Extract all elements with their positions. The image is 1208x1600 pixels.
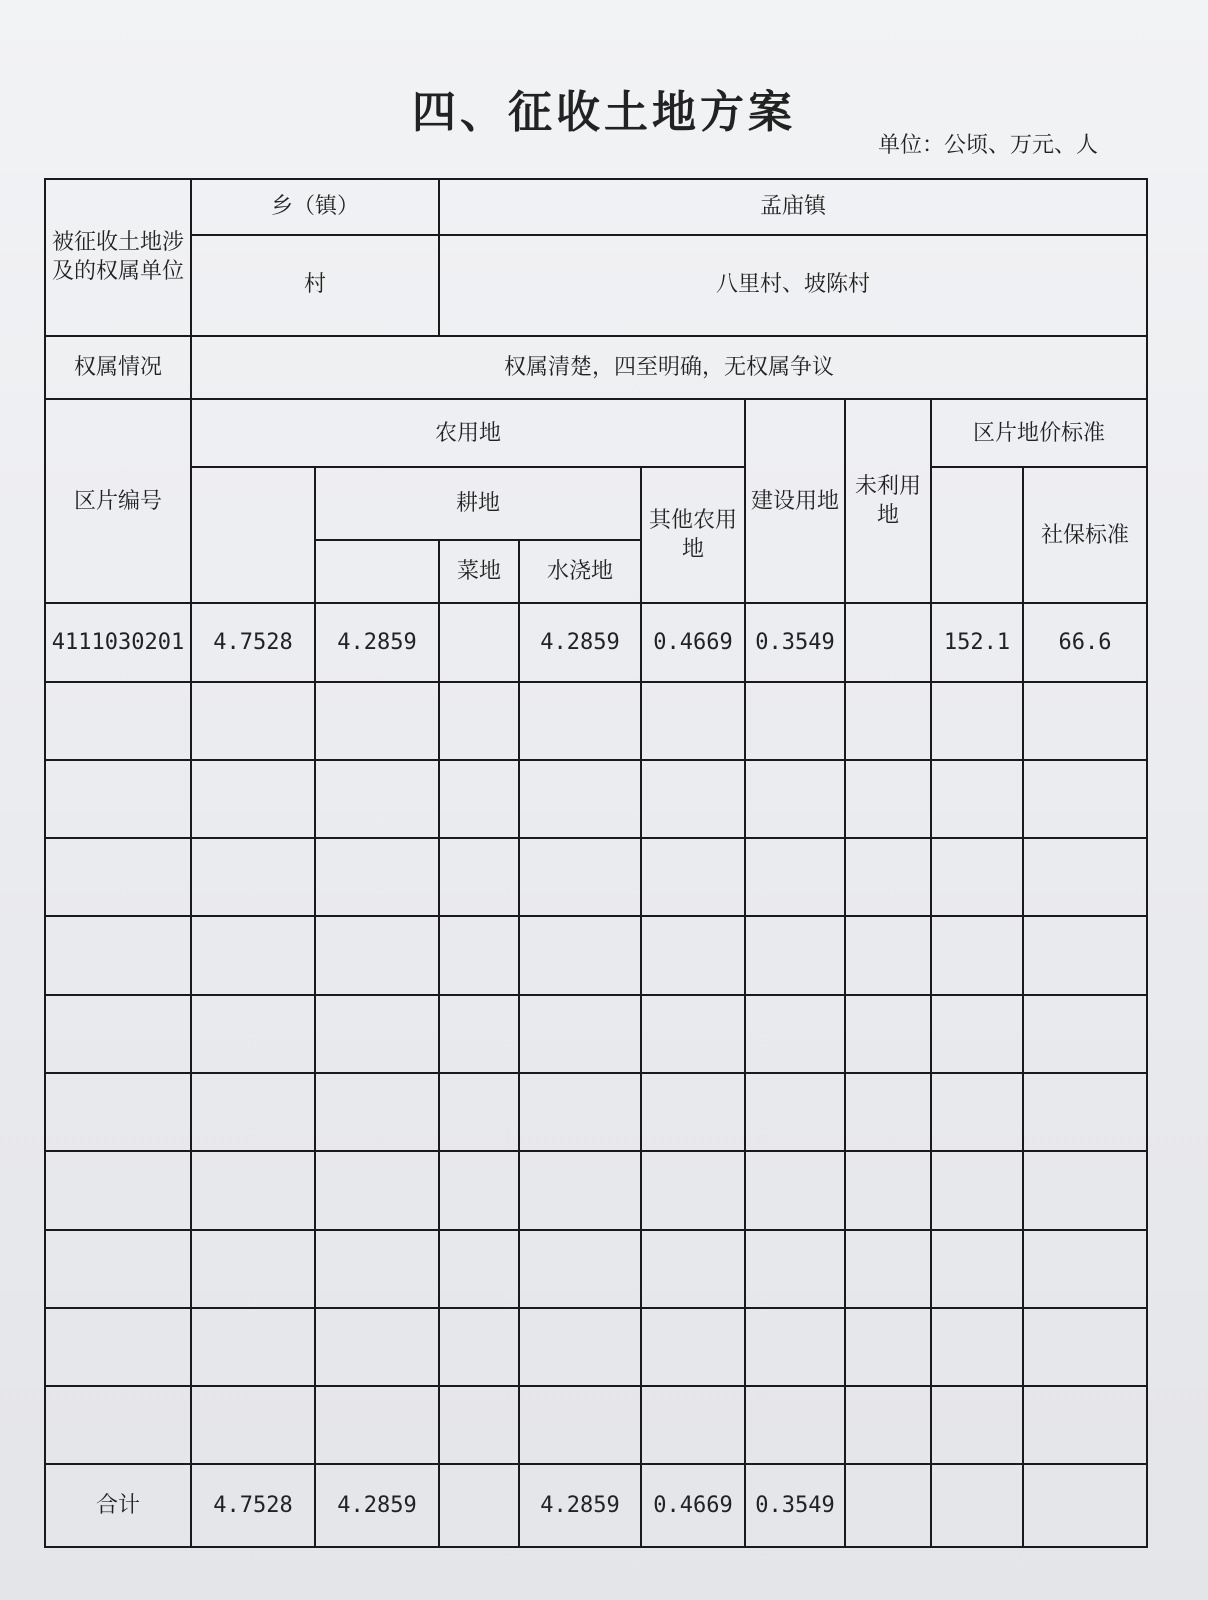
cell-price-std	[931, 1308, 1023, 1386]
cell-vegetable	[439, 1230, 519, 1308]
cell-unused	[845, 1151, 931, 1229]
cell-unused	[845, 682, 931, 760]
cell-agri	[191, 760, 315, 838]
cell-other-agri	[641, 760, 745, 838]
cell-irrigated	[519, 1230, 641, 1308]
cell-agri: 4.7528	[191, 603, 315, 681]
cell-construction	[745, 682, 845, 760]
header-other-agri-land: 其他农用地	[641, 467, 745, 603]
cell-irrigated	[519, 1151, 641, 1229]
table-row	[45, 995, 1147, 1073]
cell-unused	[845, 1386, 931, 1464]
cell-unused	[845, 995, 931, 1073]
cell-agri	[191, 1308, 315, 1386]
cell-irrigated	[519, 760, 641, 838]
table-row	[45, 603, 1147, 681]
cell-other-agri	[641, 995, 745, 1073]
cell-construction	[745, 1151, 845, 1229]
header-price-blank	[931, 467, 1023, 603]
cell-construction	[745, 760, 845, 838]
page-title: 四、征收土地方案	[412, 87, 796, 138]
header-irrigated-land: 水浇地	[519, 540, 641, 604]
cell-arable: 4.2859	[315, 603, 439, 681]
cell-other-agri	[641, 1230, 745, 1308]
table-row	[45, 916, 1147, 994]
header-arable-total	[315, 540, 439, 604]
ownership-status-value: 权属清楚，四至明确，无权属争议	[191, 336, 1147, 400]
cell-arable	[315, 916, 439, 994]
cell-arable	[315, 682, 439, 760]
cell-social-std	[1023, 1386, 1147, 1464]
cell-social-std	[1023, 682, 1147, 760]
cell-unused	[845, 1230, 931, 1308]
cell-agri	[191, 916, 315, 994]
total-price-std	[931, 1464, 1023, 1547]
cell-social-std: 66.6	[1023, 603, 1147, 681]
cell-construction	[745, 1073, 845, 1151]
cell-vegetable	[439, 916, 519, 994]
cell-arable	[315, 838, 439, 916]
header-unused-land: 未利用地	[845, 399, 931, 603]
cell-parcel-no	[45, 995, 191, 1073]
cell-construction	[745, 995, 845, 1073]
total-arable: 4.2859	[315, 1464, 439, 1547]
cell-other-agri	[641, 1151, 745, 1229]
total-social-std	[1023, 1464, 1147, 1547]
cell-social-std	[1023, 1230, 1147, 1308]
cell-unused	[845, 838, 931, 916]
cell-parcel-no	[45, 682, 191, 760]
cell-construction	[745, 916, 845, 994]
cell-parcel-no	[45, 838, 191, 916]
cell-social-std	[1023, 1151, 1147, 1229]
header-social-security-standard: 社保标准	[1023, 467, 1147, 603]
cell-construction	[745, 1308, 845, 1386]
ownership-unit-label: 被征收土地涉及的权属单位	[45, 179, 191, 336]
cell-vegetable	[439, 1151, 519, 1229]
header-arable-land: 耕地	[315, 467, 641, 539]
cell-unused	[845, 603, 931, 681]
table-row	[45, 1308, 1147, 1386]
cell-price-std	[931, 838, 1023, 916]
cell-social-std	[1023, 995, 1147, 1073]
cell-social-std	[1023, 1073, 1147, 1151]
cell-irrigated: 4.2859	[519, 603, 641, 681]
total-construction: 0.3549	[745, 1464, 845, 1547]
cell-arable	[315, 1386, 439, 1464]
cell-vegetable	[439, 1308, 519, 1386]
total-vegetable	[439, 1464, 519, 1547]
cell-agri	[191, 995, 315, 1073]
total-agri: 4.7528	[191, 1464, 315, 1547]
cell-unused	[845, 1073, 931, 1151]
cell-price-std	[931, 916, 1023, 994]
table-row	[45, 838, 1147, 916]
cell-agri	[191, 1073, 315, 1151]
cell-irrigated	[519, 995, 641, 1073]
cell-social-std	[1023, 916, 1147, 994]
cell-price-std	[931, 1151, 1023, 1229]
cell-price-std	[931, 995, 1023, 1073]
table-row	[45, 682, 1147, 760]
table-row	[45, 1464, 1147, 1547]
cell-construction	[745, 1386, 845, 1464]
cell-parcel-no	[45, 1151, 191, 1229]
total-other-agri: 0.4669	[641, 1464, 745, 1547]
cell-other-agri	[641, 1308, 745, 1386]
cell-unused	[845, 1308, 931, 1386]
total-irrigated: 4.2859	[519, 1464, 641, 1547]
cell-arable	[315, 995, 439, 1073]
cell-price-std	[931, 1386, 1023, 1464]
cell-social-std	[1023, 760, 1147, 838]
cell-parcel-no	[45, 1386, 191, 1464]
cell-parcel-no	[45, 916, 191, 994]
cell-other-agri	[641, 1386, 745, 1464]
cell-social-std	[1023, 1308, 1147, 1386]
cell-arable	[315, 1230, 439, 1308]
unit-note: 单位：公顷、万元、人	[877, 133, 1098, 158]
table-row	[45, 1151, 1147, 1229]
header-agri-land: 农用地	[191, 399, 745, 467]
cell-agri	[191, 682, 315, 760]
total-label: 合计	[45, 1464, 191, 1547]
header-parcel-no: 区片编号	[45, 399, 191, 603]
cell-construction	[745, 838, 845, 916]
total-unused	[845, 1464, 931, 1547]
cell-irrigated	[519, 1386, 641, 1464]
cell-arable	[315, 760, 439, 838]
cell-vegetable	[439, 603, 519, 681]
cell-agri	[191, 838, 315, 916]
cell-vegetable	[439, 682, 519, 760]
cell-arable	[315, 1073, 439, 1151]
cell-other-agri: 0.4669	[641, 603, 745, 681]
land-acquisition-table	[44, 178, 1148, 1548]
table-row	[45, 1073, 1147, 1151]
header-construction-land: 建设用地	[745, 399, 845, 603]
table-row	[45, 1386, 1147, 1464]
cell-vegetable	[439, 1073, 519, 1151]
cell-irrigated	[519, 1073, 641, 1151]
cell-price-std	[931, 1073, 1023, 1151]
header-price-standard: 区片地价标准	[931, 399, 1147, 467]
header-vegetable-land: 菜地	[439, 540, 519, 604]
village-label: 村	[191, 235, 439, 336]
table-row	[45, 1230, 1147, 1308]
cell-irrigated	[519, 916, 641, 994]
cell-agri	[191, 1230, 315, 1308]
cell-other-agri	[641, 916, 745, 994]
village-value: 八里村、坡陈村	[439, 235, 1147, 336]
cell-arable	[315, 1308, 439, 1386]
cell-irrigated	[519, 838, 641, 916]
cell-vegetable	[439, 760, 519, 838]
cell-other-agri	[641, 682, 745, 760]
cell-construction: 0.3549	[745, 603, 845, 681]
cell-parcel-no: 4111030201	[45, 603, 191, 681]
cell-arable	[315, 1151, 439, 1229]
header-agri-total	[191, 467, 315, 603]
cell-agri	[191, 1386, 315, 1464]
cell-parcel-no	[45, 1073, 191, 1151]
cell-price-std	[931, 1230, 1023, 1308]
cell-other-agri	[641, 838, 745, 916]
cell-unused	[845, 916, 931, 994]
cell-irrigated	[519, 1308, 641, 1386]
cell-vegetable	[439, 995, 519, 1073]
cell-social-std	[1023, 838, 1147, 916]
cell-vegetable	[439, 838, 519, 916]
cell-parcel-no	[45, 1230, 191, 1308]
cell-construction	[745, 1230, 845, 1308]
table-row	[45, 760, 1147, 838]
ownership-status-label: 权属情况	[45, 336, 191, 400]
cell-unused	[845, 760, 931, 838]
cell-parcel-no	[45, 1308, 191, 1386]
township-label: 乡（镇）	[191, 179, 439, 235]
cell-irrigated	[519, 682, 641, 760]
cell-vegetable	[439, 1386, 519, 1464]
cell-other-agri	[641, 1073, 745, 1151]
township-value: 孟庙镇	[439, 179, 1147, 235]
cell-price-std	[931, 760, 1023, 838]
cell-price-std: 152.1	[931, 603, 1023, 681]
cell-agri	[191, 1151, 315, 1229]
cell-price-std	[931, 682, 1023, 760]
cell-parcel-no	[45, 760, 191, 838]
